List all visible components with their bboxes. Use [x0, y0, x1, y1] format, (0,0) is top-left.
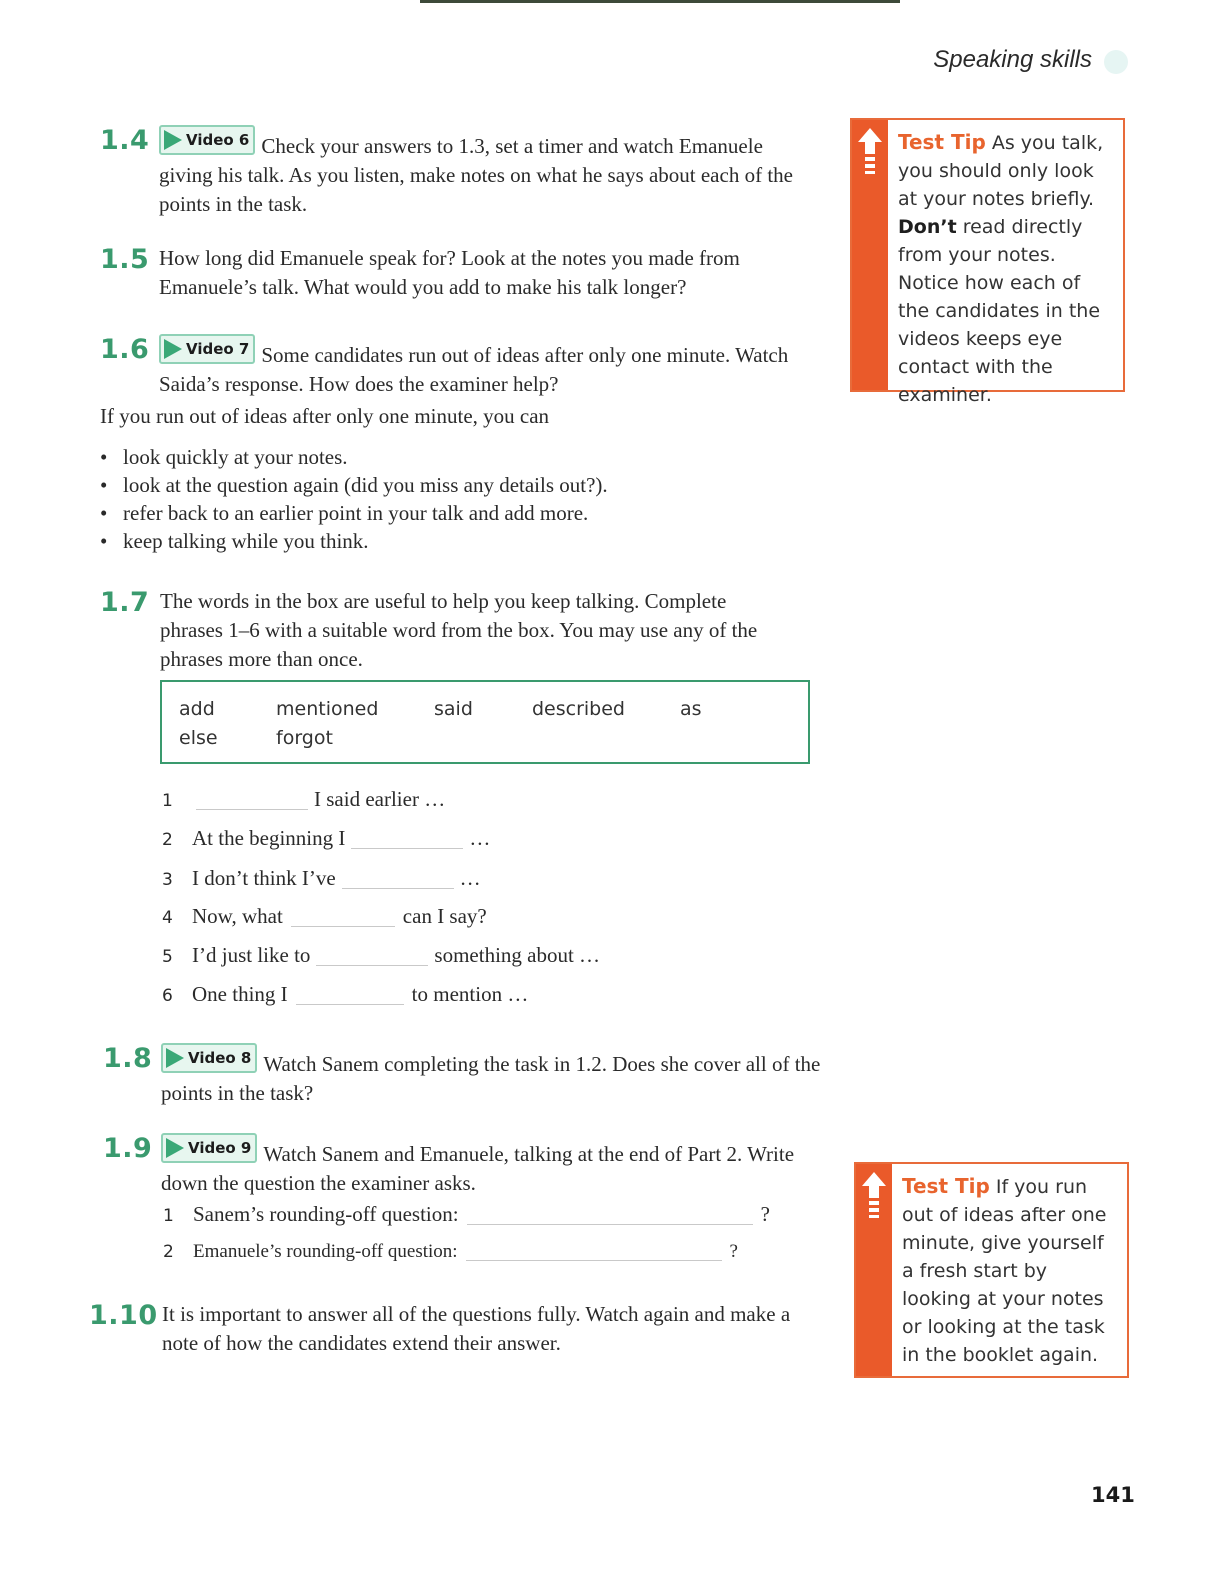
phrase-number: 2 [162, 830, 173, 850]
phrase-number: 5 [162, 947, 173, 967]
phrase-before: At the beginning I [192, 826, 346, 850]
answer-blank[interactable] [196, 809, 308, 810]
word: described [532, 698, 625, 720]
header-dot [1104, 50, 1128, 74]
answer-blank[interactable] [296, 1004, 404, 1005]
task-text: The words in the box are useful to help you keep talking. Complete phrases 1–6 with a suitable word from the box. You may use any of the phrases more than once. [160, 589, 758, 671]
phrase-after: to mention … [411, 982, 529, 1006]
video-label: Video 6 [186, 130, 250, 149]
tip-title: Test Tip [898, 130, 986, 154]
task-1-5 [159, 244, 839, 302]
task-1-10 [162, 1300, 812, 1358]
phrase-row [162, 943, 600, 968]
phrase-row [162, 787, 445, 812]
question-label: Sanem’s rounding-off question: [193, 1202, 459, 1226]
word-box [160, 680, 810, 764]
question-number: 1 [163, 1206, 174, 1226]
phrase-after: I said earlier … [314, 787, 446, 811]
task-1-6 [159, 334, 839, 399]
word: add [179, 698, 215, 720]
tip-emphasis: Don’t [898, 216, 957, 238]
test-tip-box [850, 118, 1125, 406]
phrase-after: something about … [434, 943, 601, 967]
video-button[interactable] [161, 1043, 257, 1073]
question-row [163, 1202, 770, 1227]
arrow-up-icon [856, 126, 884, 176]
list-item: • refer back to an earlier point in your talk and add more. [100, 499, 608, 527]
phrase-before: One thing I [192, 982, 288, 1006]
task-number: 1.8 [103, 1043, 153, 1074]
play-icon [166, 1138, 184, 1158]
task-text: Watch Sanem completing the task in 1.2. Does she cover all of the points in the task? [161, 1052, 821, 1105]
task-1-7 [160, 587, 770, 674]
tip-text [902, 1172, 1119, 1369]
task-1-8 [161, 1043, 841, 1108]
word: forgot [276, 727, 333, 749]
question-row [163, 1241, 738, 1263]
tip-body: read directly from your notes. Notice how each of the candidates in the videos keeps eye contact with the examiner. [898, 216, 1101, 406]
phrase-before: Now, what [192, 904, 283, 928]
video-button[interactable] [159, 125, 255, 155]
list-item: • look quickly at your notes. [100, 443, 608, 471]
phrase-row [162, 904, 487, 929]
play-icon [164, 130, 182, 150]
question-mark: ? [729, 1241, 738, 1262]
top-rule [420, 0, 900, 3]
phrase-after: … [459, 866, 481, 890]
task-number: 1.6 [100, 334, 150, 365]
play-icon [166, 1048, 184, 1068]
ideas-list [100, 443, 608, 555]
word: said [434, 698, 473, 720]
video-button[interactable] [159, 334, 255, 364]
phrase-after: … [469, 826, 491, 850]
tip-body: As you talk, you should only look at your notes briefly. [898, 132, 1104, 210]
phrase-number: 4 [162, 908, 173, 928]
video-label: Video 9 [188, 1138, 252, 1157]
task-1-9 [161, 1133, 831, 1198]
answer-blank[interactable] [351, 848, 463, 849]
video-label: Video 7 [186, 339, 250, 358]
answer-blank[interactable] [342, 888, 454, 889]
answer-blank[interactable] [291, 926, 395, 927]
task-text: How long did Emanuele speak for? Look at the notes you made from Emanuele’s talk. What would you add to make his talk longer? [159, 246, 740, 299]
phrase-number: 1 [162, 791, 173, 811]
tip-text [898, 128, 1115, 409]
task-number: 1.7 [100, 587, 150, 618]
word: mentioned [276, 698, 379, 720]
task-text: Check your answers to 1.3, set a timer and watch Emanuele giving his talk. As you listen, make notes on what he says about each of the points in the task. [159, 134, 793, 216]
phrase-row [162, 866, 481, 891]
phrase-before: I’d just like to [192, 943, 311, 967]
phrase-after: can I say? [402, 904, 487, 928]
video-button[interactable] [161, 1133, 257, 1163]
task-text: It is important to answer all of the questions fully. Watch again and make a note of how the candidates extend their answer. [162, 1302, 791, 1355]
ideas-intro: If you run out of ideas after only one minute, you can [100, 404, 550, 428]
task-text: Some candidates run out of ideas after only one minute. Watch Saida’s response. How does the examiner help? [159, 343, 789, 396]
answer-blank[interactable] [316, 965, 428, 966]
list-item: • keep talking while you think. [100, 527, 608, 555]
task-number: 1.10 [89, 1300, 158, 1331]
task-number: 1.5 [100, 244, 150, 275]
task-number: 1.4 [100, 125, 150, 156]
section-header: Speaking skills [933, 46, 1092, 73]
question-label: Emanuele’s rounding-off question: [193, 1241, 458, 1262]
phrase-row [162, 982, 528, 1007]
question-mark: ? [760, 1202, 770, 1226]
test-tip-box [854, 1162, 1129, 1378]
phrase-number: 3 [162, 870, 173, 890]
video-label: Video 8 [188, 1048, 252, 1067]
tip-title: Test Tip [902, 1174, 990, 1198]
list-item: • look at the question again (did you miss any details out?). [100, 471, 608, 499]
task-text: Watch Sanem and Emanuele, talking at the end of Part 2. Write down the question the examiner asks. [161, 1142, 795, 1195]
tip-body: If you run out of ideas after one minute, give yourself a fresh start by looking at your notes or looking at the task in the booklet again. [902, 1176, 1107, 1366]
play-icon [164, 339, 182, 359]
phrase-number: 6 [162, 986, 173, 1006]
task-1-4 [159, 125, 799, 219]
task-number: 1.9 [103, 1133, 153, 1164]
phrase-row [162, 826, 490, 851]
word: else [179, 727, 218, 749]
phrase-before: I don’t think I’ve [192, 866, 336, 890]
page-number: 141 [1091, 1483, 1135, 1507]
answer-blank[interactable] [467, 1224, 753, 1225]
answer-blank[interactable] [466, 1260, 722, 1261]
arrow-up-icon [860, 1170, 888, 1220]
word: as [680, 698, 702, 720]
question-number: 2 [163, 1242, 174, 1262]
